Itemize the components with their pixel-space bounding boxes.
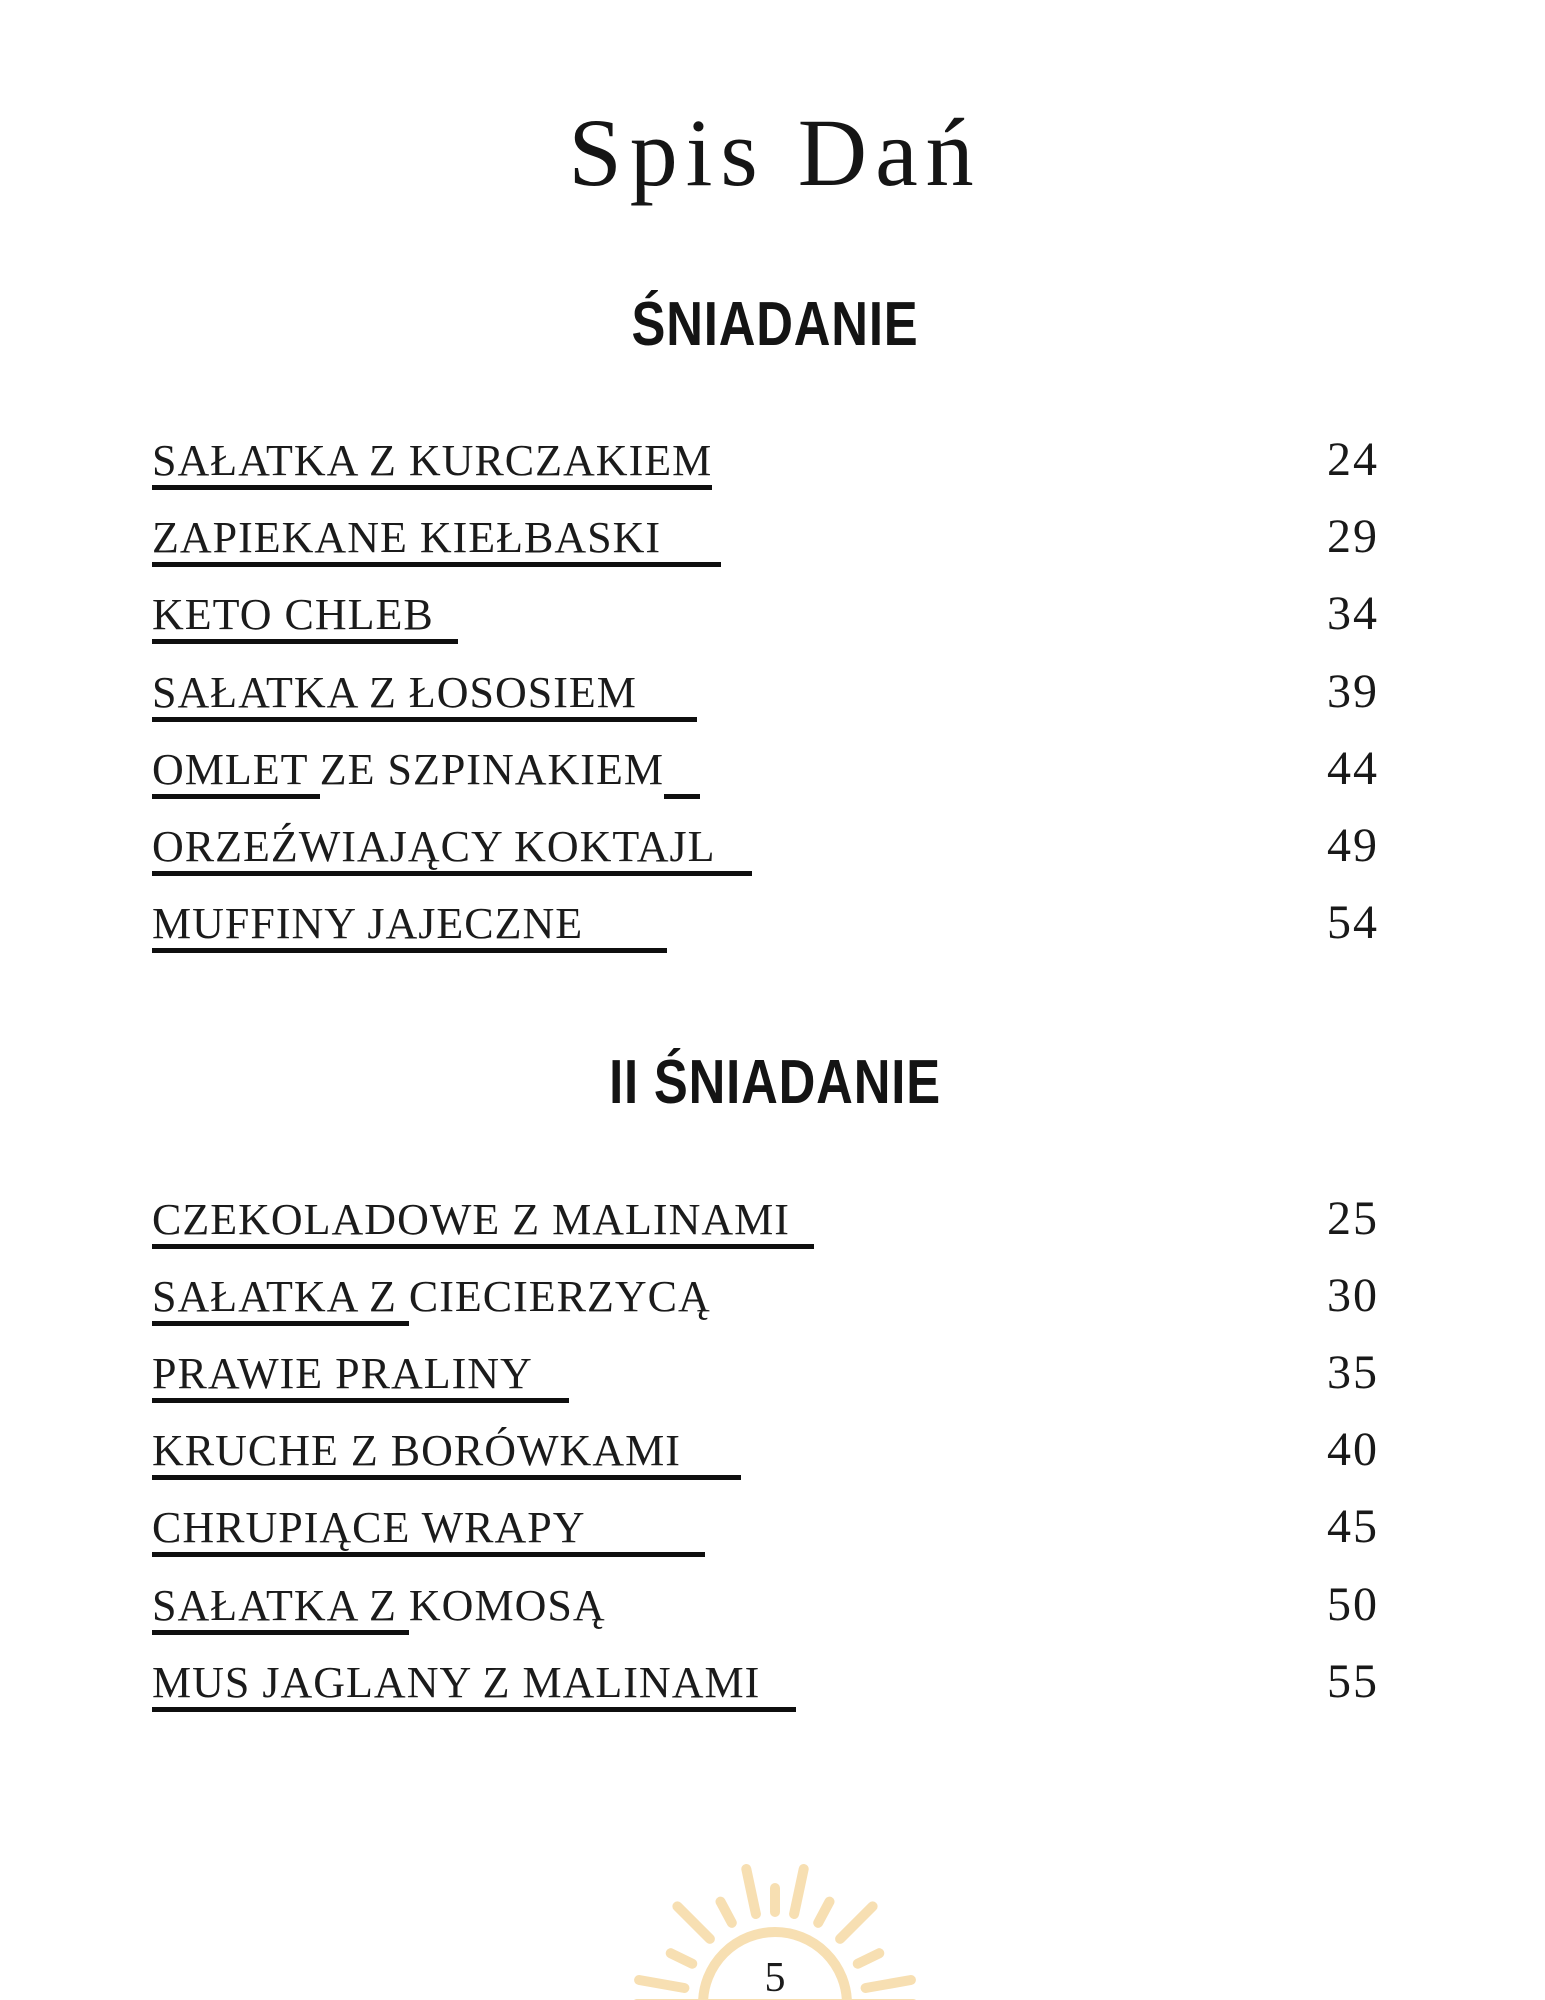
toc-item-page: 40 — [1327, 1423, 1379, 1477]
toc-item[interactable] — [152, 1191, 1398, 1246]
toc-item-label — [152, 668, 697, 719]
toc-item-text-underlined — [664, 745, 700, 799]
toc-item-text-underlined: MUS JAGLANY Z MALINAMI — [152, 1658, 796, 1712]
toc-list-ii-sniadanie — [152, 1191, 1398, 1709]
toc-item[interactable] — [152, 509, 1398, 564]
toc-item-label — [152, 1349, 569, 1400]
toc-item-text-underlined: OMLET — [152, 745, 320, 799]
toc-item-label — [152, 745, 700, 796]
toc-item[interactable] — [152, 818, 1398, 873]
toc-item-label — [152, 1272, 711, 1323]
toc-item-page: 49 — [1327, 818, 1379, 872]
section-ii-sniadanie — [152, 1046, 1398, 1709]
toc-item-text-underlined: SAŁATKA Z KURCZAKIEM — [152, 436, 712, 490]
toc-item-page: 35 — [1327, 1346, 1379, 1400]
section-sniadanie — [152, 288, 1398, 951]
toc-list-sniadanie — [152, 432, 1398, 950]
toc-item-page: 24 — [1327, 432, 1379, 486]
toc-item[interactable] — [152, 664, 1398, 719]
toc-item-page: 39 — [1327, 664, 1379, 718]
toc-item-text-underlined: ORZEŹWIAJĄCY KOKTAJL — [152, 822, 752, 876]
toc-item[interactable] — [152, 1499, 1398, 1554]
toc-item[interactable] — [152, 895, 1398, 950]
toc-item-label — [152, 822, 752, 873]
section-heading-sniadanie: ŚNIADANIE — [631, 289, 919, 359]
toc-item[interactable] — [152, 586, 1398, 641]
toc-item-text-underlined: KRUCHE Z BORÓWKAMI — [152, 1426, 741, 1480]
toc-item-page: 25 — [1327, 1191, 1379, 1245]
toc-item-label — [152, 899, 667, 950]
toc-item-label — [152, 1426, 741, 1477]
toc-item-page: 29 — [1327, 510, 1379, 564]
toc-item-text-underlined: SAŁATKA Z — [152, 1272, 409, 1326]
toc-item-page: 50 — [1327, 1577, 1379, 1631]
toc-item-page: 45 — [1327, 1500, 1379, 1554]
toc-item[interactable] — [152, 1422, 1398, 1477]
toc-item-page: 55 — [1327, 1654, 1379, 1708]
toc-item[interactable] — [152, 432, 1398, 487]
toc-item-page: 44 — [1327, 741, 1379, 795]
page-footer — [152, 1854, 1398, 2000]
toc-item-text-underlined: SAŁATKA Z ŁOSOSIEM — [152, 668, 697, 722]
toc-item[interactable] — [152, 1654, 1398, 1709]
page-number: 5 — [764, 1955, 786, 2000]
toc-item-text-underlined: ZAPIEKANE KIEŁBASKI — [152, 513, 721, 567]
toc-item[interactable] — [152, 1268, 1398, 1323]
toc-item-label — [152, 1195, 814, 1246]
toc-item-text-underlined: CHRUPIĄCE WRAPY — [152, 1503, 705, 1557]
sunrise-graphic — [625, 1854, 925, 2000]
toc-item-page: 30 — [1327, 1268, 1379, 1322]
toc-item-label — [152, 1581, 606, 1632]
toc-item-label — [152, 513, 721, 564]
toc-item-text-underlined: KETO CHLEB — [152, 590, 458, 644]
toc-item[interactable] — [152, 1577, 1398, 1632]
toc-item-text-underlined: PRAWIE PRALINY — [152, 1349, 569, 1403]
page-title: Spis Dań — [568, 99, 982, 206]
toc-item-text-underlined: SAŁATKA Z — [152, 1581, 409, 1635]
toc-item-text: CIECIERZYCĄ — [408, 1271, 711, 1321]
toc-item-text: KOMOSĄ — [408, 1580, 606, 1630]
toc-item-page: 54 — [1327, 896, 1379, 950]
toc-item-label — [152, 1658, 796, 1709]
toc-item-text-underlined: CZEKOLADOWE Z MALINAMI — [152, 1195, 814, 1249]
toc-item-page: 34 — [1327, 587, 1379, 641]
toc-item[interactable] — [152, 741, 1398, 796]
toc-item-label — [152, 590, 458, 641]
toc-item-label — [152, 1503, 705, 1554]
toc-item-label — [152, 436, 712, 487]
toc-item-text: ZE SZPINAKIEM — [319, 744, 664, 794]
section-heading-ii-sniadanie: II ŚNIADANIE — [609, 1048, 941, 1118]
toc-item-text-underlined: MUFFINY JAJECZNE — [152, 899, 667, 953]
toc-item[interactable] — [152, 1345, 1398, 1400]
